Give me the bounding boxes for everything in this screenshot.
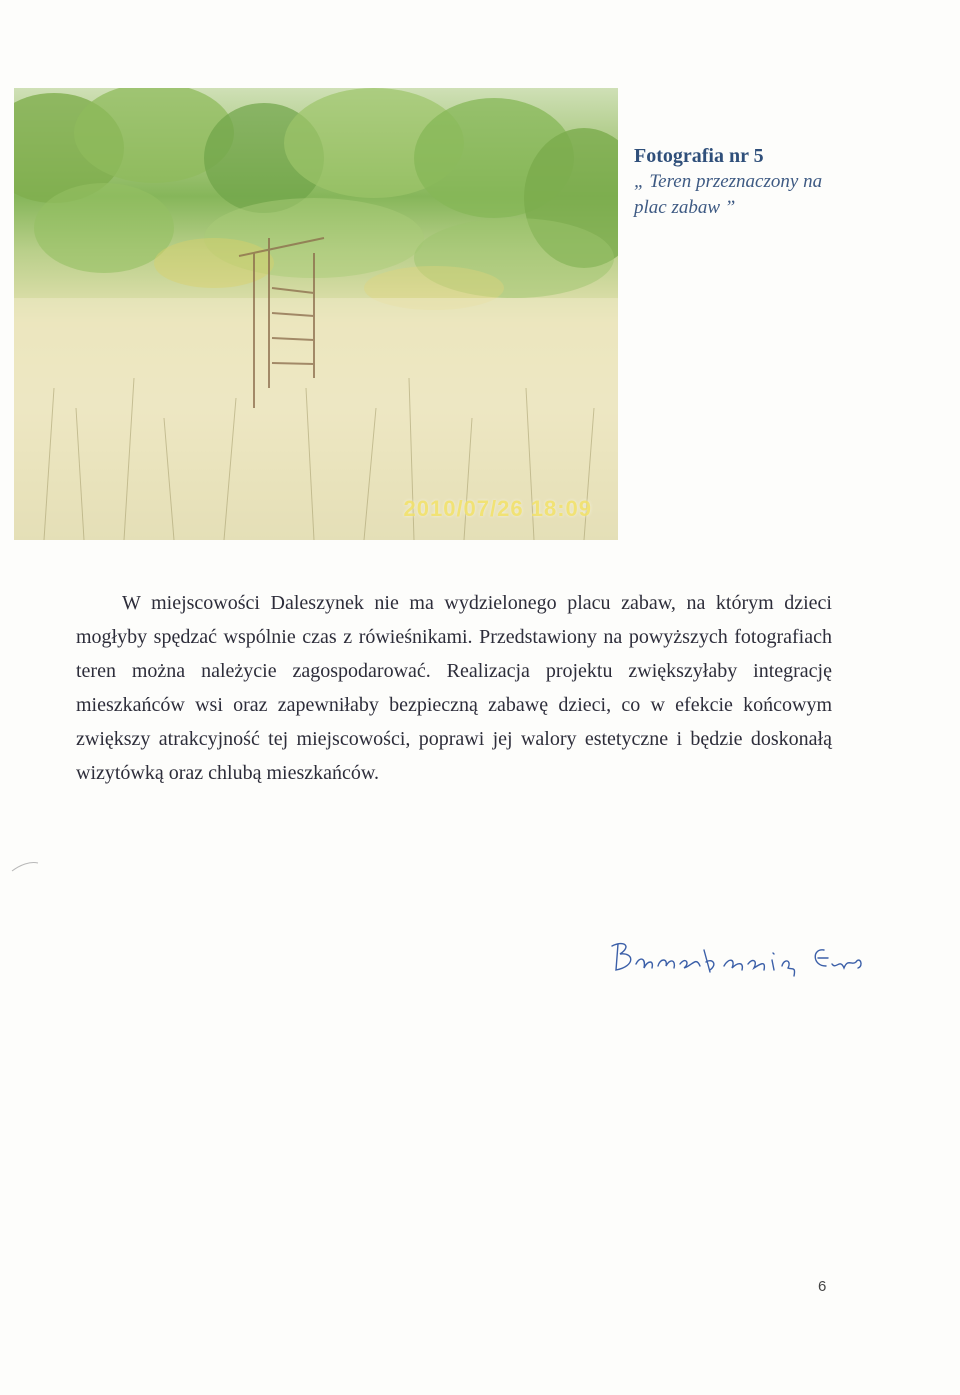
page-number: 6: [818, 1278, 827, 1295]
photo-timestamp: 2010/07/26 18:09: [403, 496, 592, 521]
signature-drawing: [606, 936, 886, 992]
caption-subtitle-line1: „ Teren przeznaczony na: [634, 171, 823, 192]
margin-tick-mark: [10, 855, 40, 875]
body-paragraph: W miejscowości Daleszynek nie ma wydzielonego placu zabaw, na którym dzieci mogłyby spędzać wspólnie czas z rówieśnikami. Przedstawiony na powyższych fotografiach teren można należycie zagospodarować. Realizacja projektu zwiększyłaby integrację mieszkańców wsi oraz zapewniłaby bezpieczną zabawę dzieci, co w efekcie końcowym zwiększy atrakcyjność tej miejscowości, poprawi jej walory estetyczne i będzie doskonałą wizytówką oraz chlubą mieszkańców.: [76, 592, 832, 784]
field-photo: [14, 88, 618, 540]
handwritten-signature: [606, 936, 886, 992]
caption-subtitle-line2: plac zabaw ”: [634, 197, 736, 218]
photo-caption: [634, 143, 874, 221]
photo-scenery: [14, 88, 618, 540]
caption-title: Fotografia nr 5: [634, 145, 764, 167]
